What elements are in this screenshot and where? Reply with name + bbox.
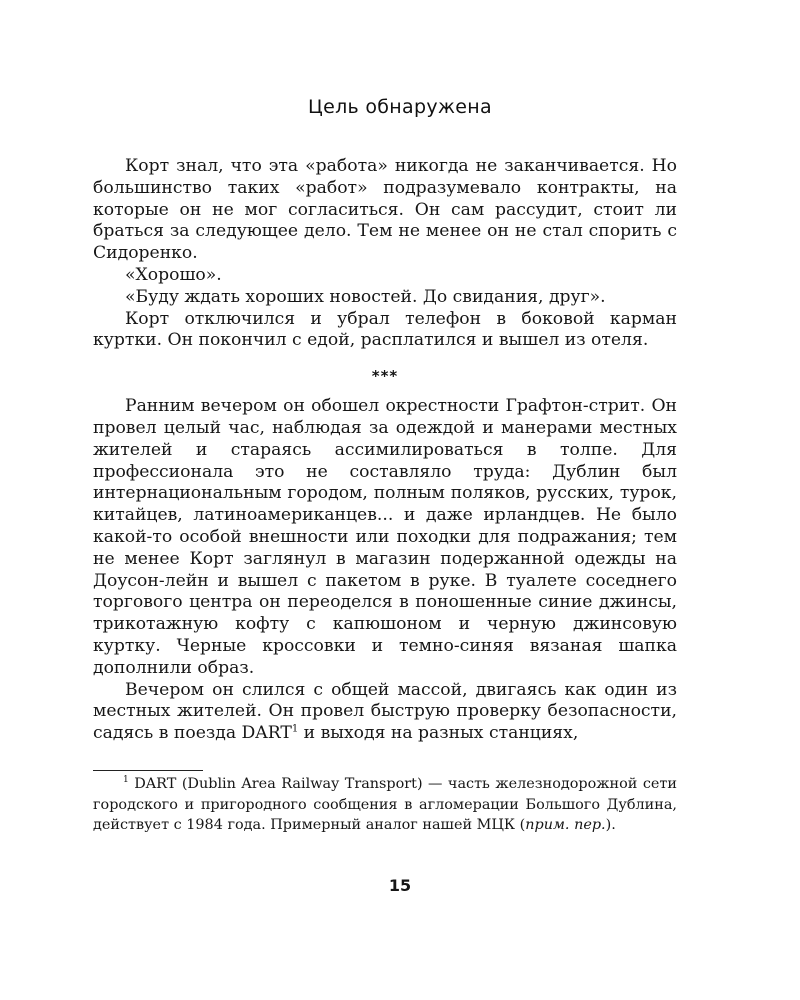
footnote-text: DART (Dublin Area Railway Transport) — часть железнодорожной сети городского и пригородного сообщения в агломерации Большого Дублина, действует с 1984 года. Примерный аналог нашей МЦК ( [93,776,677,834]
section-separator: *** [371,367,399,386]
running-header: Цель обнаружена [308,96,492,118]
paragraph-text-continued: и выходя на разных станциях, [298,723,579,744]
paragraph: «Буду ждать хороших новостей. До свидания, друг». [125,286,606,307]
paragraph-text: Вечером он слился с общей массой, двигаясь как один из местных жителей. Он провел быструю проверку безопасности, садясь в поезда DART [93,679,677,744]
paragraph: Ранним вечером он обошел окрестности Графтон-стрит. Он провел целый час, наблюдая за одеждой и манерами местных жителей и стараясь ассимилироваться в толпе. Для профессионала это не составляло труда: Дублин был интернациональным городом, полным поляков, русских, турок, китайцев, латиноамериканцев... и даже ирландцев. Не было какой-то особой внешности или походки для подражания; тем не менее Корт заглянул в магазин подержанной одежды на Доусон-лейн и вышел с пакетом в руке. В туалете соседнего торгового центра он переоделся в поношенные синие джинсы, трикотажную кофту с капюшоном и черную джинсовую куртку. Черные кроссовки и темно-синяя вязаная шапка дополнили образ. [93,396,677,678]
footnote-italic-note: прим. пер. [525,817,606,834]
paragraph: «Хорошо». [125,264,222,285]
paragraph-with-footnote-ref [93,680,677,745]
footnote-divider [93,770,203,771]
footnote-text-end: ). [605,817,616,834]
paragraph: Корт отключился и убрал телефон в боковой карман куртки. Он покончил с едой, расплатился и вышел из отеля. [93,308,677,351]
main-text [93,156,677,745]
footnote-mark: 1 [123,775,129,786]
footnote [93,774,677,836]
footnote-reference[interactable]: 1 [291,723,299,735]
page-number: 15 [388,876,412,895]
paragraph: Корт знал, что эта «работа» никогда не заканчивается. Но большинство таких «работ» подразумевало контракты, на которые он не мог согласиться. Он сам рассудит, стоит ли браться за следующее дело. Тем не менее он не стал спорить с Сидоренко. [93,156,677,264]
